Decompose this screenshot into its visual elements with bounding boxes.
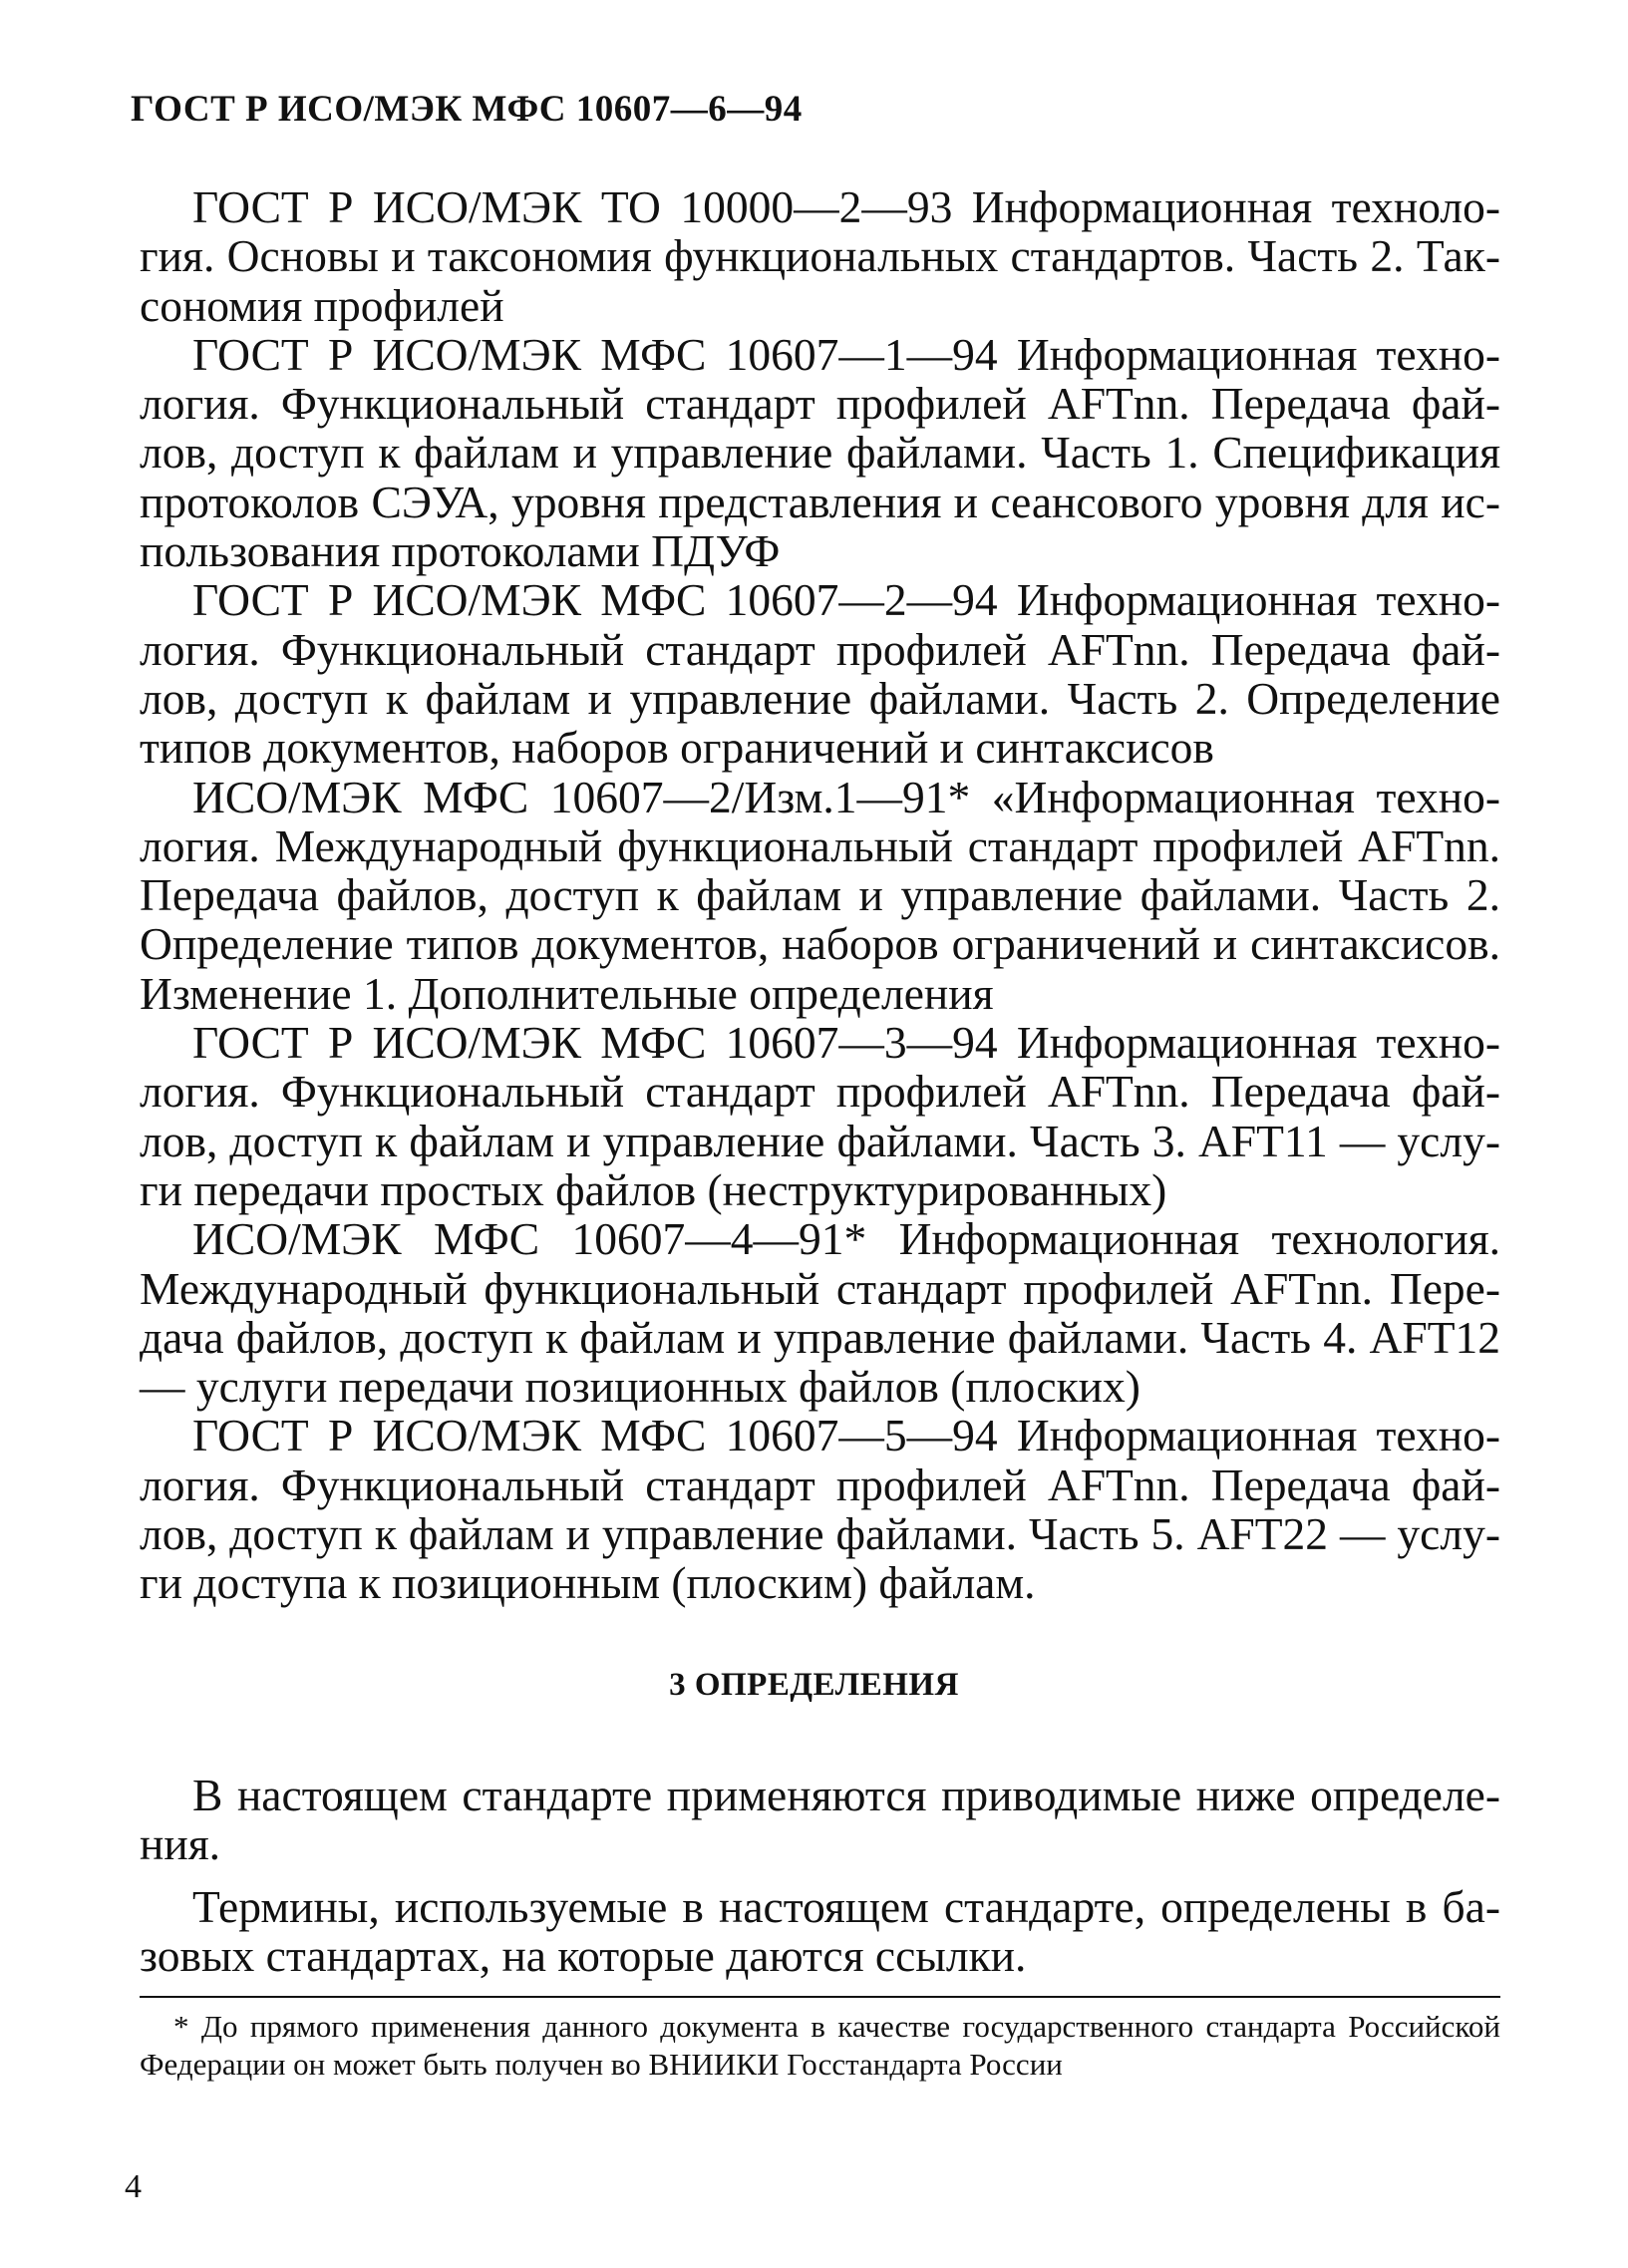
reference-entry: ГОСТ Р ИСО/МЭК МФС 10607—3—94 Информационная технология. Функциональный стандарт профилей AFTnn. Передача файлов, доступ к файлам и управление файлами. Часть 3. AFT11 — услуги передачи простых файлов (неструктурированных) — [140, 1017, 1500, 1215]
reference-entry: ИСО/МЭК МФС 10607—2/Изм.1—91* «Информационная технология. Международный функциональный стандарт профилей AFTnn. Передача файлов, доступ к файлам и управление файлами. Часть 2. Определение типов документов, наборов ограничений и синтаксисов. Изменение 1. Дополнительные определения — [140, 771, 1500, 1019]
reference-entry: ГОСТ Р ИСО/МЭК МФС 10607—2—94 Информационная технология. Функциональный стандарт профилей AFTnn. Передача файлов, доступ к файлам и управление файлами. Часть 2. Определение типов документов, наборов ограничений и синтаксисов — [140, 574, 1500, 774]
reference-entry: ИСО/МЭК МФС 10607—4—91* Информационная технология. Международный функциональный стандарт профилей AFTnn. Передача файлов, доступ к файлам и управление файлами. Часть 4. AFT12 — услуги передачи позиционных файлов (плоских) — [140, 1213, 1500, 1413]
normative-references-list — [140, 182, 1500, 1608]
reference-entry: ГОСТ Р ИСО/МЭК МФС 10607—1—94 Информационная технология. Функциональный стандарт профилей AFTnn. Передача файлов, доступ к файлам и управление файлами. Часть 1. Спецификация протоколов СЭУА, уровня представления и сеансового уровня для использования протоколами ПДУФ — [140, 328, 1500, 577]
body-paragraph: Термины, используемые в настоящем стандарте, определены в базовых стандартах, на которые даются ссылки. — [140, 1880, 1500, 1981]
footnote: * До прямого применения данного документа в качестве государственного стандарта Российской Федерации он может быть получен во ВНИИКИ Госстандарта России — [140, 2009, 1500, 2082]
body-paragraph: В настоящем стандарте применяются приводимые ниже определения. — [140, 1770, 1500, 1870]
reference-entry: ГОСТ Р ИСО/МЭК ТО 10000—2—93 Информационная технология. Основы и таксономия функциональных стандартов. Часть 2. Таксономия профилей — [140, 181, 1500, 331]
section-body — [140, 1771, 1500, 1993]
running-header: ГОСТ Р ИСО/МЭК МФС 10607—6—94 — [131, 89, 803, 130]
page-number: 4 — [125, 2168, 142, 2205]
footnote-divider — [140, 1996, 1500, 1998]
reference-entry: ГОСТ Р ИСО/МЭК МФС 10607—5—94 Информационная технология. Функциональный стандарт профилей AFTnn. Передача файлов, доступ к файлам и управление файлами. Часть 5. AFT22 — услуги доступа к позиционным (плоским) файлам. — [140, 1410, 1500, 1609]
section-heading: 3 ОПРЕДЕЛЕНИЯ — [669, 1667, 959, 1703]
